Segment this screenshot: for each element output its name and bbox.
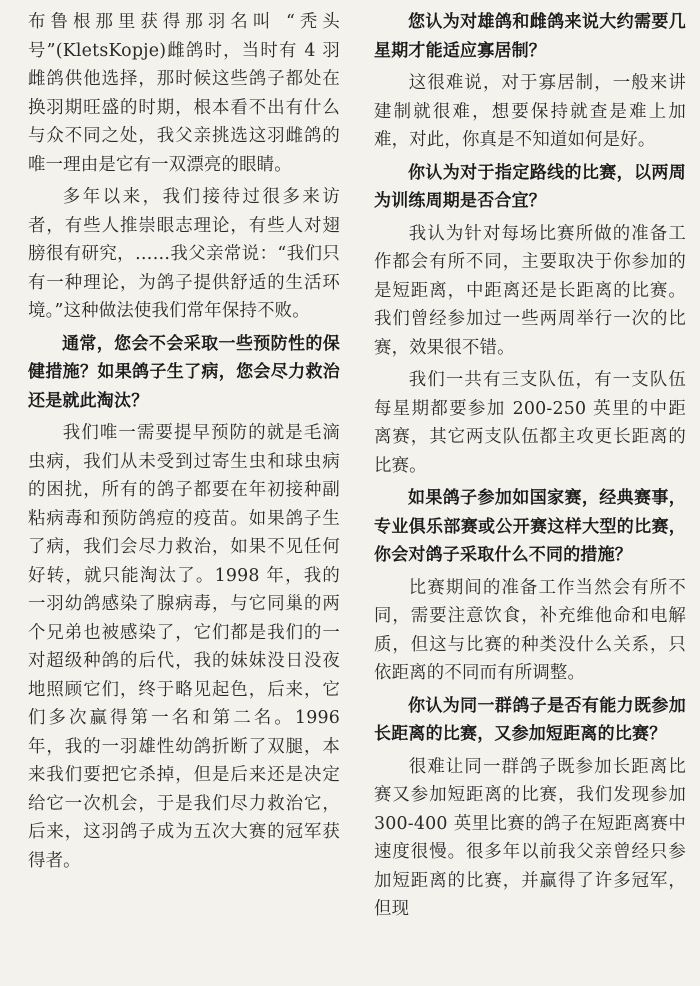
body-paragraph: 这很难说，对于寡居制，一般来讲建制就很难，想要保持就查是难上加难，对此，你真是不知道如何是好。 [374,73,686,150]
body-paragraph: 多年以来，我们接待过很多来访者，有些人推崇眼志理论，有些人对翅膀很有研究，……我父亲常说：“我们只有一种理论，为鸽子提供舒适的生活环境。”这种做法使我们常年保持不败。 [28,187,340,321]
left-column [28,8,340,986]
body-paragraph: 我认为针对每场比赛所做的准备工作都会有所不同，主要取决于你参加的是短距离，中距离还是长距离的比赛。我们曾经参加过一些两周举行一次的比赛，效果很不错。 [374,223,686,358]
question-heading: 通常，您会不会采取一些预防性的保健措施？如果鸽子生了病，您会尽力救治还是就此淘汰？ [28,333,340,411]
question-heading: 如果鸽子参加如国家赛，经典赛事，专业俱乐部赛或公开赛这样大型的比赛，你会对鸽子采取什么不同的措施？ [374,488,686,565]
question-heading: 你认为对于指定路线的比赛，以两周为训练周期是否合宜？ [374,162,686,211]
body-paragraph: 比赛期间的准备工作当然会有所不同，需要注意饮食，补充维他命和电解质，但这与比赛的种类没什么关系，只依距离的不同而有所调整。 [374,577,686,683]
question-heading: 您认为对雄鸽和雌鸽来说大约需要几星期才能适应寡居制？ [374,12,686,61]
body-paragraph: 很难让同一群鸽子既参加长距离比赛又参加短距离的比赛，我们发现参加 300-400 英里比赛的鸽子在短距离赛中速度很慢。很多年以前我父亲曾经只参加短距离的比赛，并赢得了许多冠军，但现 [374,756,686,919]
body-paragraph: 布鲁根那里获得那羽名叫 “秃头号”(KletsKopje)雌鸽时，当时有 4 羽雌鸽供他选择，那时候这些鸽子都处在换羽期旺盛的时期，根本看不出有什么与众不同之处，我父亲挑选这羽雌鸽的唯一理由是它有一双漂亮的眼睛。 [28,12,340,175]
body-paragraph: 我们唯一需要提早预防的就是毛滴虫病，我们从未受到过寄生虫和球虫病的困扰，所有的鸽子都要在年初接种副粘病毒和预防鸽痘的疫苗。如果鸽子生了病，我们会尽力救治，如果不见任何好转，就只能淘汰了。1998 年，我的一羽幼鸽感染了腺病毒，与它同巢的两个兄弟也被感染了，它们都是我们的一对超级种鸽的后代，我的妹妹没日没夜地照顾它们，终于略见起色，后来，它们多次赢得第一名和第二名。1996 年，我的一羽雄性幼鸽折断了双腿，本来我们要把它杀掉，但是后来还是决定给它一次机会，于是我们尽力救治它，后来，这羽鸽子成为五次大赛的冠军获得者。 [28,423,340,871]
right-column [374,8,686,986]
body-paragraph: 我们一共有三支队伍，有一支队伍每星期都要参加 200-250 英里的中距离赛，其它两支队伍都主攻更长距离的比赛。 [374,370,686,476]
question-heading: 你认为同一群鸽子是否有能力既参加长距离的比赛，又参加短距离的比赛？ [374,695,686,744]
